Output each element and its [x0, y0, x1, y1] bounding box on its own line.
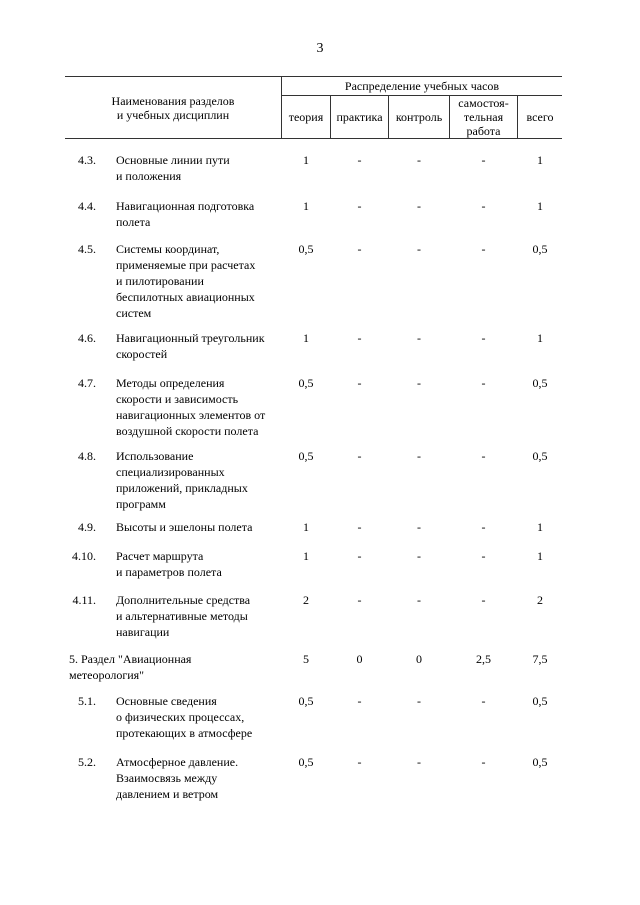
discipline-name [116, 152, 286, 184]
row-number: 4.10. [72, 549, 96, 563]
theory-value: 1 [303, 153, 309, 167]
name-line: Методы определения [116, 376, 225, 390]
discipline-name [116, 754, 286, 802]
discipline-name [116, 375, 286, 439]
practice-value: - [357, 593, 362, 607]
total-value: 0,5 [532, 449, 548, 463]
name-line: специализированных [116, 465, 225, 479]
self-value: - [481, 694, 486, 708]
name-line: скорости и зависимость [116, 392, 239, 406]
page-number: 3 [316, 41, 324, 56]
name-line: беспилотных авиационных [116, 290, 255, 304]
name-line: полета [116, 215, 151, 229]
name-line: и пилотировании [116, 274, 204, 288]
practice-value: - [357, 199, 362, 213]
name-line: 5. Раздел "Авиационная [69, 652, 192, 666]
theory-value: 0,5 [298, 755, 314, 769]
row-number: 4.4. [78, 199, 96, 213]
total-value: 0,5 [532, 755, 548, 769]
self-study-header-line: работа [466, 124, 501, 138]
self-study-header [450, 96, 517, 138]
table-top-border [65, 76, 562, 77]
name-line: и положения [116, 169, 182, 183]
discipline-name [116, 448, 286, 512]
self-study-header-line: самостоя- [458, 96, 509, 110]
name-line: о физических процессах, [116, 710, 245, 724]
name-column-header-line: Наименования разделов [111, 94, 235, 108]
control-value: - [417, 549, 421, 563]
practice-value: 0 [356, 652, 363, 666]
total-value: 1 [537, 549, 543, 563]
total-header: всего [526, 110, 554, 124]
name-line: Системы координат, [116, 242, 220, 256]
group-header-divider [282, 95, 562, 96]
discipline-name [116, 592, 286, 640]
row-number: 4.8. [78, 449, 96, 463]
control-value: - [417, 199, 421, 213]
self-value: - [481, 520, 486, 534]
discipline-name [116, 198, 286, 230]
total-value: 2 [537, 593, 543, 607]
control-value: - [417, 755, 421, 769]
control-value: - [417, 242, 421, 256]
control-value: - [417, 593, 421, 607]
theory-value: 2 [303, 593, 309, 607]
self-value: - [481, 449, 486, 463]
name-line: давлением и ветром [116, 787, 219, 801]
row-number: 4.5. [78, 242, 96, 256]
self-value: - [481, 242, 486, 256]
theory-header: теория [288, 110, 324, 124]
theory-value: 1 [303, 199, 309, 213]
practice-header: практика [336, 110, 383, 124]
total-value: 0,5 [532, 694, 548, 708]
row-number: 5.2. [78, 755, 96, 769]
total-value: 1 [537, 153, 543, 167]
row-number: 4.9. [78, 520, 96, 534]
self-value: 2,5 [476, 652, 491, 666]
name-line: протекающих в атмосфере [116, 726, 253, 740]
name-line: и параметров полета [116, 565, 222, 579]
practice-value: - [357, 242, 362, 256]
name-line: воздушной скорости полета [116, 424, 259, 438]
self-value: - [481, 331, 486, 345]
row-number: 4.6. [78, 331, 96, 345]
practice-value: - [357, 694, 362, 708]
name-line: Высоты и эшелоны полета [116, 520, 253, 534]
discipline-name [116, 519, 286, 535]
name-line: навигации [116, 625, 170, 639]
name-line: Взаимосвязь между [116, 771, 218, 785]
total-value: 0,5 [532, 376, 548, 390]
practice-value: - [357, 376, 362, 390]
self-value: - [481, 376, 486, 390]
discipline-name [116, 330, 286, 362]
discipline-name [116, 693, 286, 741]
control-value: - [417, 376, 421, 390]
theory-value: 0,5 [298, 449, 314, 463]
row-number: 5.1. [78, 694, 96, 708]
row-number: 4.7. [78, 376, 96, 390]
discipline-name [116, 241, 286, 321]
name-line: Навигационная подготовка [116, 199, 255, 213]
name-line: систем [116, 306, 152, 320]
theory-value: 1 [303, 520, 309, 534]
self-study-header-line: тельная [463, 110, 504, 124]
theory-value: 1 [303, 331, 309, 345]
name-line: программ [116, 497, 166, 511]
name-line: скоростей [116, 347, 168, 361]
name-column-header-line: и учебных дисциплин [116, 108, 230, 122]
theory-value: 0,5 [298, 694, 314, 708]
name-line: Дополнительные средства [116, 593, 251, 607]
practice-value: - [357, 449, 362, 463]
hours-group-header: Распределение учебных часов [344, 79, 500, 93]
header-bottom-border [65, 138, 562, 139]
total-value: 0,5 [532, 242, 548, 256]
name-line: метеорология" [69, 668, 145, 682]
theory-value: 5 [303, 652, 309, 666]
control-value: - [417, 331, 421, 345]
name-line: Основные сведения [116, 694, 217, 708]
section-title [69, 651, 279, 683]
control-header: контроль [395, 110, 443, 124]
self-value: - [481, 549, 486, 563]
control-value: - [417, 520, 421, 534]
name-column-header [65, 94, 281, 122]
row-number: 4.11. [72, 593, 96, 607]
total-value: 7,5 [532, 652, 548, 666]
name-line: и альтернативные методы [116, 609, 248, 623]
name-line: приложений, прикладных [116, 481, 248, 495]
name-line: Навигационный треугольник [116, 331, 265, 345]
total-value: 1 [537, 520, 543, 534]
practice-value: - [357, 755, 362, 769]
name-line: применяемые при расчетах [116, 258, 256, 272]
control-value: 0 [416, 652, 422, 666]
row-number: 4.3. [78, 153, 96, 167]
total-value: 1 [537, 331, 543, 345]
theory-value: 1 [303, 549, 309, 563]
name-line: Использование [116, 449, 194, 463]
name-line: навигационных элементов от [116, 408, 266, 422]
name-line: Атмосферное давление. [116, 755, 239, 769]
control-value: - [417, 694, 421, 708]
theory-value: 0,5 [298, 376, 314, 390]
name-line: Расчет маршрута [116, 549, 204, 563]
self-value: - [481, 755, 486, 769]
discipline-name [116, 548, 286, 580]
practice-value: - [357, 549, 362, 563]
self-value: - [481, 153, 486, 167]
name-line: Основные линии пути [116, 153, 230, 167]
total-value: 1 [537, 199, 543, 213]
practice-value: - [357, 153, 362, 167]
control-value: - [417, 153, 421, 167]
self-value: - [481, 593, 486, 607]
self-value: - [481, 199, 486, 213]
practice-value: - [357, 520, 362, 534]
theory-value: 0,5 [298, 242, 314, 256]
control-value: - [417, 449, 421, 463]
practice-value: - [357, 331, 362, 345]
